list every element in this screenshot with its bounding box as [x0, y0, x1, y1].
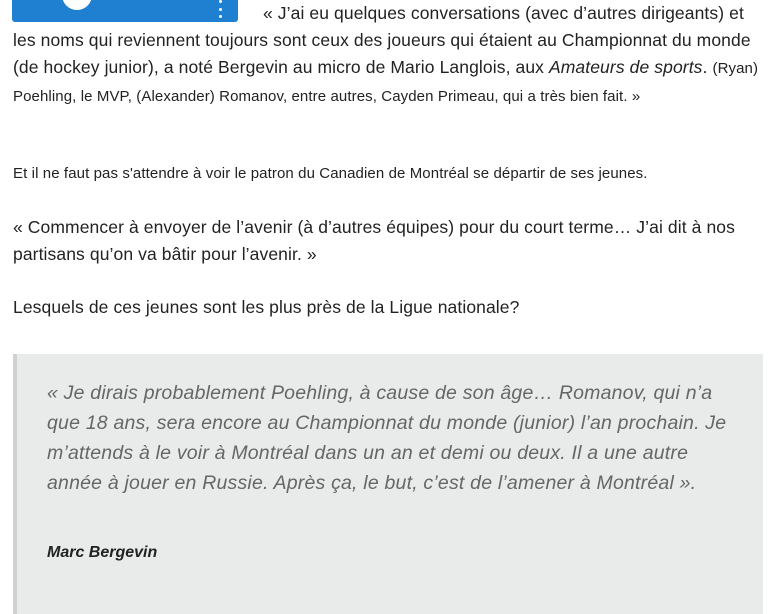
paragraph-quote-intro	[13, 0, 765, 110]
blockquote-author: Marc Bergevin	[47, 544, 158, 561]
show-name: Amateurs de sports	[548, 57, 703, 77]
blockquote-text: « Je dirais probablement Poehling, à cause de son âge… Romanov, qui n’a que 18 ans, sera encore au Championnat du monde (junior) l’an prochain. Je m’attends à le voir à Montréal dans un an et demi ou deux. Il a une autre année à jouer en Russie. Après ça, le but, c’est de l’amener à Montréal ».	[47, 382, 727, 494]
blockquote	[13, 354, 763, 614]
paragraph-text: « J’ai eu quelques conversations (avec d’autres dirigeants) et les noms qui reviennent toujours sont ceux des joueurs qui étaient au Championnat du monde (de hockey junior), a noté Bergevin au micro de Mario Langlois, aux	[13, 3, 751, 77]
paragraph-context: Et il ne faut pas s'attendre à voir le patron du Canadien de Montréal se départir de ses jeunes.	[13, 165, 648, 182]
paragraph-text-small: (Ryan) Poehling, le MVP, (Alexander) Romanov, entre autres, Cayden Primeau, qui a très bien fait. »	[13, 60, 759, 105]
paragraph-question: Lesquels de ces jeunes sont les plus près de la Ligue nationale?	[13, 297, 520, 317]
paragraph-quote: « Commencer à envoyer de l’avenir (à d’autres équipes) pour du court terme… J’ai dit à nos partisans qu’on va bâtir pour l’avenir. »	[13, 217, 735, 264]
paragraph-text: .	[702, 57, 713, 77]
